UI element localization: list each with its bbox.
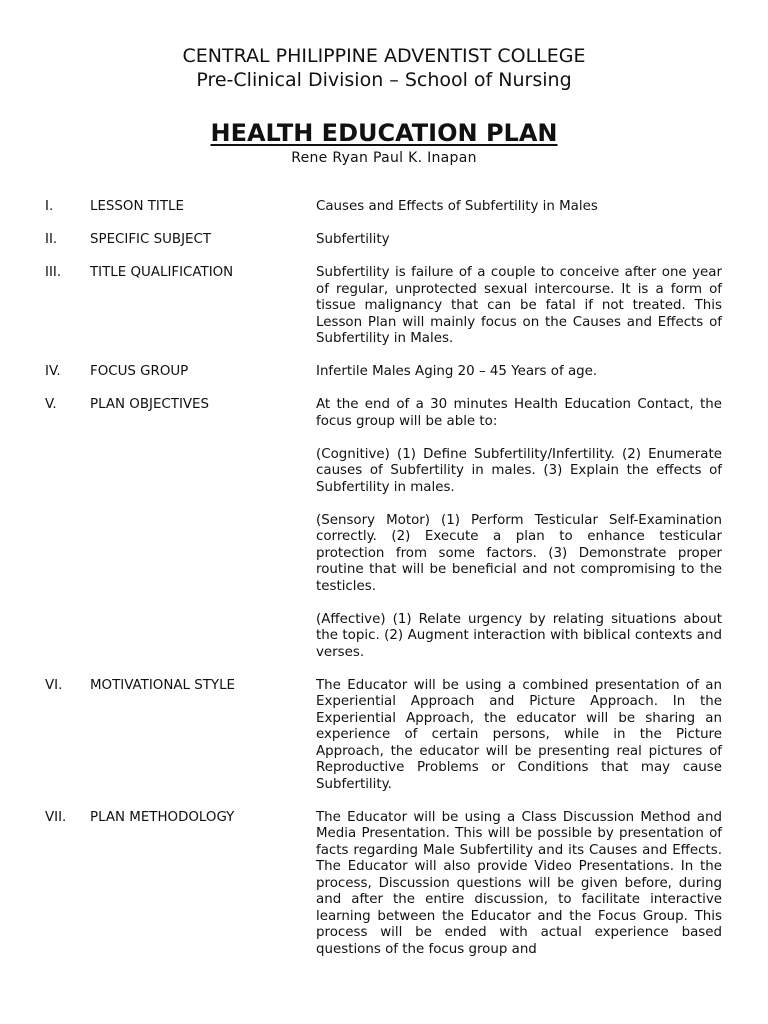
item-paragraph: Infertile Males Aging 20 – 45 Years of age. bbox=[316, 364, 598, 379]
document-header bbox=[0, 44, 768, 92]
item-content bbox=[316, 232, 722, 249]
item-paragraph: Subfertility bbox=[316, 232, 390, 247]
item-number: IV. bbox=[45, 364, 61, 379]
plan-items bbox=[45, 199, 725, 975]
plan-item-title-qualification bbox=[45, 265, 725, 348]
author-name: Rene Ryan Paul K. Inapan bbox=[291, 150, 477, 166]
item-paragraph-cognitive: (Cognitive) (1) Define Subfertility/Infertility. (2) Enumerate causes of Subfertility in males. (3) Explain the effects of Subfertility in males. bbox=[316, 446, 722, 495]
item-paragraph: The Educator will be using a Class Discussion Method and Media Presentation. This will be possible by presentation of facts regarding Male Subfertility and its Causes and Effects. The Educator will also provide Video Presentations. In the process, Discussion questions will be given before, during and after the entire discussion, to facilitate interactive learning between the Educator and the Focus Group. This process will be ended with actual experience based questions of the focus group and bbox=[316, 809, 722, 957]
division-name: Pre-Clinical Division – School of Nursing bbox=[196, 69, 572, 91]
item-number: VII. bbox=[45, 809, 67, 825]
item-paragraph-sensory-motor: (Sensory Motor) (1) Perform Testicular Self-Examination correctly. (2) Execute a plan to enhance testicular protection from some factors. (3) Demonstrate proper routine that will be beneficial and not compromising to the testicles. bbox=[316, 512, 722, 594]
plan-item-focus-group bbox=[45, 364, 725, 381]
item-label: FOCUS GROUP bbox=[90, 364, 189, 379]
item-label: PLAN METHODOLOGY bbox=[90, 809, 235, 825]
plan-title-text: HEALTH EDUCATION PLAN bbox=[210, 119, 558, 147]
item-paragraph: At the end of a 30 minutes Health Education Contact, the focus group will be able to: bbox=[316, 397, 722, 429]
item-paragraph: Subfertility is failure of a couple to conceive after one year of regular, unprotected sexual intercourse. It is a form of tissue malignancy that can be fatal if not treated. This Lesson Plan will mainly focus on the Causes and Effects of Subfertility in Males. bbox=[316, 265, 722, 346]
plan-item-motivational-style bbox=[45, 678, 725, 794]
item-paragraph: The Educator will be using a combined presentation of an Experiential Approach and Picture Approach. In the Experiential Approach, the educator will be sharing an experience of certain persons, while in the Picture Approach, the educator will be presenting real pictures of Reproductive Problems or Conditions that may cause Subfertility. bbox=[316, 677, 722, 792]
item-content bbox=[316, 265, 722, 348]
plan-title bbox=[0, 118, 768, 148]
item-number: II. bbox=[45, 232, 58, 247]
plan-item-plan-methodology bbox=[45, 810, 725, 959]
item-content bbox=[316, 199, 722, 216]
item-number: VI. bbox=[45, 677, 63, 693]
item-content bbox=[316, 397, 722, 661]
item-number: III. bbox=[45, 265, 62, 280]
item-content bbox=[316, 364, 722, 381]
item-label: TITLE QUALIFICATION bbox=[90, 265, 234, 280]
item-label: SPECIFIC SUBJECT bbox=[90, 232, 212, 247]
item-paragraph-affective: (Affective) (1) Relate urgency by relating situations about the topic. (2) Augment interaction with biblical contexts and verses. bbox=[316, 611, 722, 660]
plan-item-plan-objectives bbox=[45, 397, 725, 661]
college-name: CENTRAL PHILIPPINE ADVENTIST COLLEGE bbox=[182, 45, 586, 67]
item-content bbox=[316, 810, 722, 959]
item-content bbox=[316, 678, 722, 794]
plan-item-specific-subject bbox=[45, 232, 725, 249]
plan-item-lesson-title bbox=[45, 199, 725, 216]
item-label: MOTIVATIONAL STYLE bbox=[90, 677, 235, 693]
item-number: V. bbox=[45, 397, 57, 412]
item-paragraph: Causes and Effects of Subfertility in Males bbox=[316, 199, 598, 214]
item-label: LESSON TITLE bbox=[90, 199, 184, 214]
item-number: I. bbox=[45, 199, 54, 214]
item-label: PLAN OBJECTIVES bbox=[90, 397, 210, 412]
